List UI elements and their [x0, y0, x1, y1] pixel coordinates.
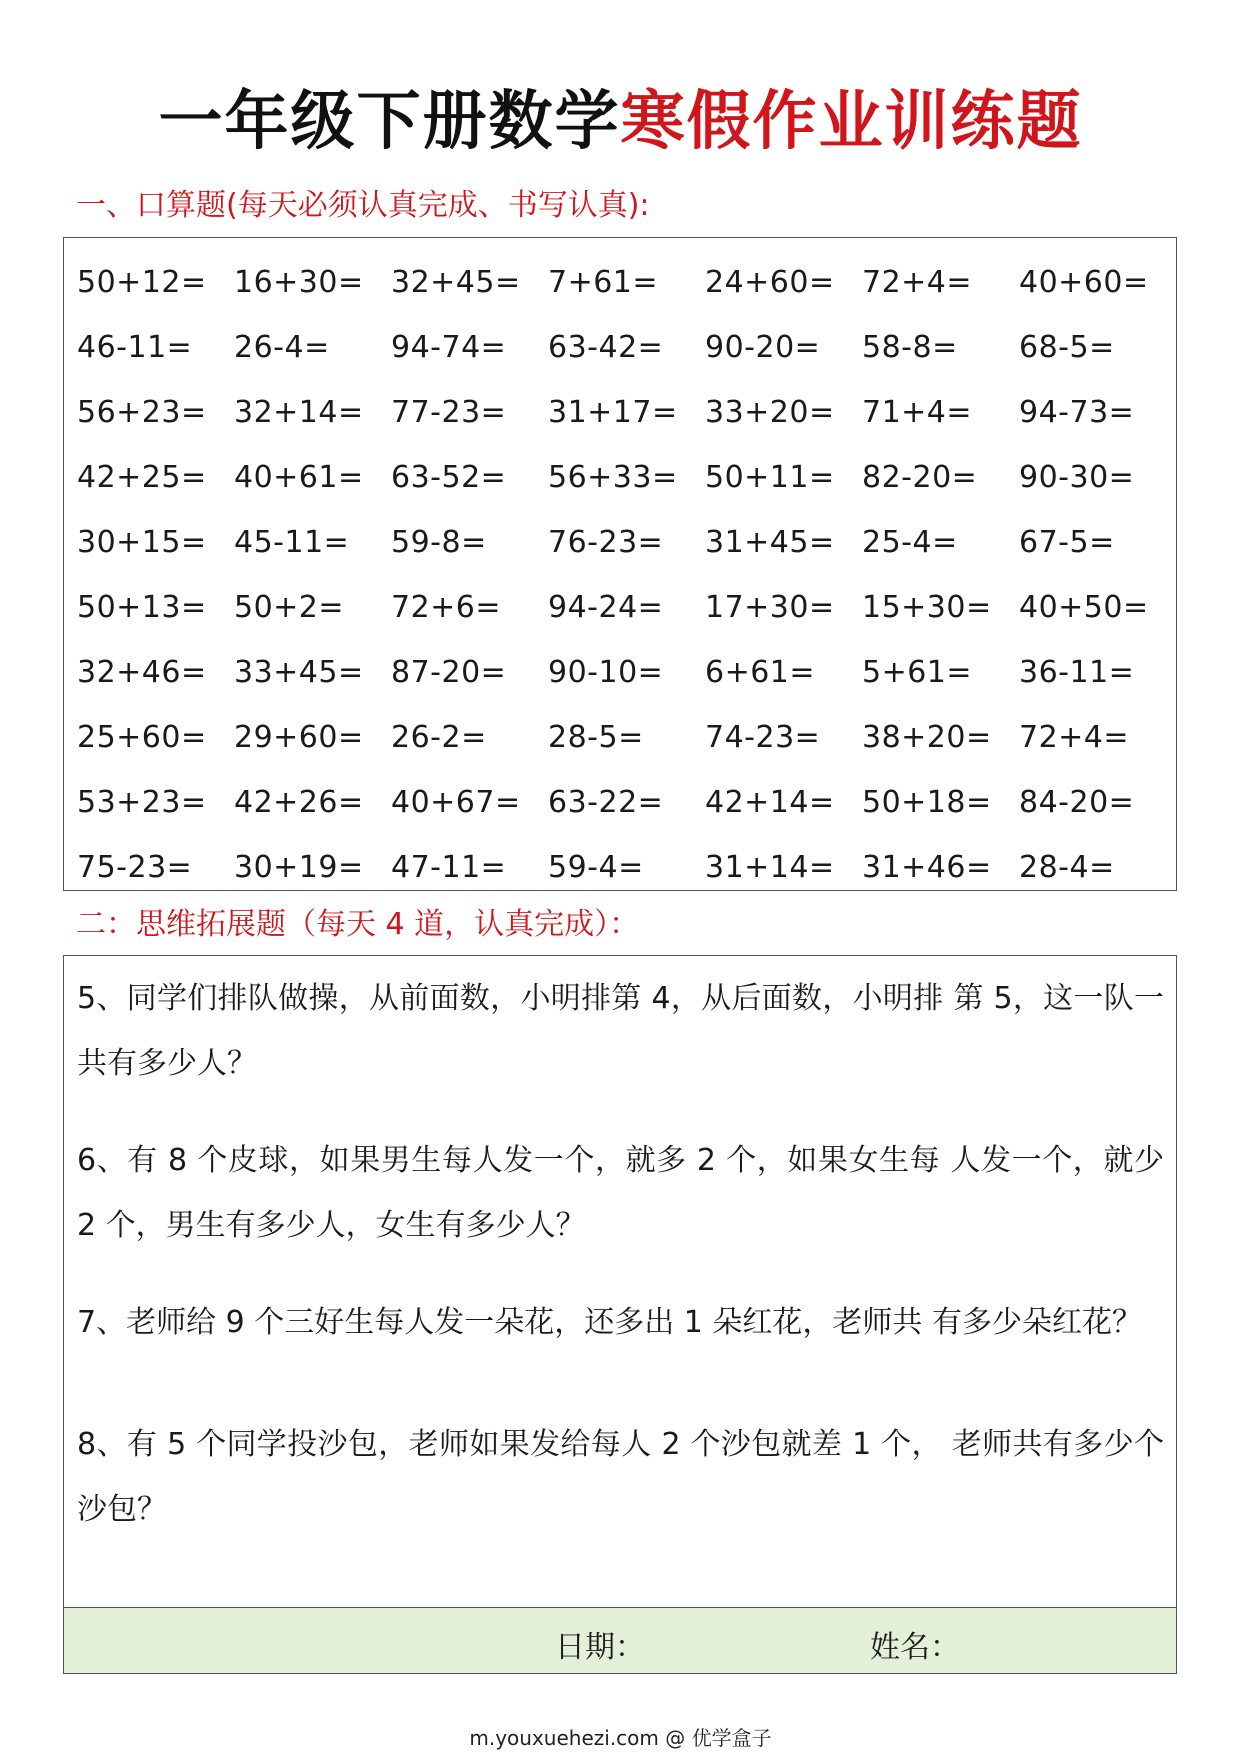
calc-problem: 31+17= [548, 395, 678, 430]
calc-problem: 46-11= [77, 330, 193, 365]
calc-problem: 17+30= [705, 590, 835, 625]
calc-problem: 68-5= [1019, 330, 1115, 365]
title-part-black: 一年级下册数学 [158, 85, 621, 159]
calc-problem: 40+67= [391, 785, 521, 820]
problem-item: 8、有 5 个同学投沙包，老师如果发给每人 2 个沙包就差 1 个， 老师共有多少个沙包？ [77, 1427, 1164, 1527]
calc-problem: 71+4= [862, 395, 973, 430]
section1-heading: 一、口算题(每天必须认真完成、书写认真): [76, 188, 650, 223]
date-label: 日期： [555, 1630, 645, 1665]
calc-problem: 26-2= [391, 720, 487, 755]
calc-problem: 72+6= [391, 590, 502, 625]
problem-item: 6、有 8 个皮球，如果男生每人发一个，就多 2 个，如果女生每 人发一个，就少 2 个，男生有多少人，女生有多少人？ [77, 1143, 1164, 1243]
calc-row [64, 380, 1176, 445]
calc-problem: 30+15= [77, 525, 207, 560]
calc-problem: 24+60= [705, 265, 835, 300]
calc-problem: 84-20= [1019, 785, 1135, 820]
calc-row [64, 835, 1176, 900]
calc-problem: 94-73= [1019, 395, 1135, 430]
calc-problem: 90-30= [1019, 460, 1135, 495]
site-watermark: m.youxuehezi.com @ 优学盒子 [469, 1726, 772, 1750]
calc-problem: 40+61= [234, 460, 364, 495]
calc-problem: 50+13= [77, 590, 207, 625]
calc-problem: 42+14= [705, 785, 835, 820]
calc-problem: 16+30= [234, 265, 364, 300]
calc-problem: 50+18= [862, 785, 992, 820]
calc-problem: 76-23= [548, 525, 664, 560]
calc-problem: 28-4= [1019, 850, 1115, 885]
calc-row [64, 510, 1176, 575]
calc-problem: 25+60= [77, 720, 207, 755]
calc-problem: 33+20= [705, 395, 835, 430]
calc-problem: 31+46= [862, 850, 992, 885]
title-part-red: 寒假作业训练题 [620, 85, 1083, 159]
calc-problem: 74-23= [705, 720, 821, 755]
calc-problem: 87-20= [391, 655, 507, 690]
calc-problem: 50+11= [705, 460, 835, 495]
problem-box [63, 955, 1177, 1674]
name-label: 姓名： [870, 1630, 960, 1665]
problem-item: 7、老师给 9 个三好生每人发一朵花，还多出 1 朵红花，老师共 有多少朵红花？ [77, 1305, 1142, 1340]
section2-heading: 二：思维拓展题（每天 4 道，认真完成）： [76, 907, 640, 942]
calc-problem: 25-4= [862, 525, 958, 560]
calc-problem: 77-23= [391, 395, 507, 430]
calc-problem: 59-4= [548, 850, 644, 885]
calc-row [64, 315, 1176, 380]
calc-problem: 47-11= [391, 850, 507, 885]
calc-row [64, 705, 1176, 770]
calc-problem: 72+4= [1019, 720, 1130, 755]
calc-problem: 42+25= [77, 460, 207, 495]
calc-problem: 32+46= [77, 655, 207, 690]
calc-problem: 94-74= [391, 330, 507, 365]
calc-problem: 26-4= [234, 330, 330, 365]
calc-problem: 63-42= [548, 330, 664, 365]
calc-problem: 63-22= [548, 785, 664, 820]
calc-problem: 5+61= [862, 655, 973, 690]
calc-problem: 33+45= [234, 655, 364, 690]
problem-item: 5、同学们排队做操，从前面数，小明排第 4，从后面数，小明排 第 5，这一队一共有多少人？ [77, 981, 1164, 1081]
calc-problem: 59-8= [391, 525, 487, 560]
calc-problem: 6+61= [705, 655, 816, 690]
calc-problem: 82-20= [862, 460, 978, 495]
calc-problem: 94-24= [548, 590, 664, 625]
calc-problem: 50+2= [234, 590, 345, 625]
calc-problem: 56+23= [77, 395, 207, 430]
calc-problem: 31+45= [705, 525, 835, 560]
calc-problem: 30+19= [234, 850, 364, 885]
footer-bar [64, 1607, 1176, 1673]
calc-problem: 72+4= [862, 265, 973, 300]
calc-problem: 75-23= [77, 850, 193, 885]
calc-problem: 90-20= [705, 330, 821, 365]
calc-row [64, 640, 1176, 705]
calc-problem: 38+20= [862, 720, 992, 755]
calc-row [64, 250, 1176, 315]
calc-problem: 31+14= [705, 850, 835, 885]
calc-row [64, 445, 1176, 510]
page-title [0, 82, 1241, 162]
calc-problem: 42+26= [234, 785, 364, 820]
calc-problem: 58-8= [862, 330, 958, 365]
calc-problem: 32+45= [391, 265, 521, 300]
calc-problem: 32+14= [234, 395, 364, 430]
calc-problem: 29+60= [234, 720, 364, 755]
calc-problem: 40+50= [1019, 590, 1149, 625]
calc-problem: 50+12= [77, 265, 207, 300]
calc-problem: 15+30= [862, 590, 992, 625]
calc-problem: 40+60= [1019, 265, 1149, 300]
calc-problem: 63-52= [391, 460, 507, 495]
calc-problem: 45-11= [234, 525, 350, 560]
calc-problem: 67-5= [1019, 525, 1115, 560]
calc-problem: 53+23= [77, 785, 207, 820]
calc-problem: 56+33= [548, 460, 678, 495]
calc-row [64, 770, 1176, 835]
calc-problem: 36-11= [1019, 655, 1135, 690]
calc-row [64, 575, 1176, 640]
calc-table [63, 237, 1177, 891]
calc-problem: 90-10= [548, 655, 664, 690]
calc-problem: 28-5= [548, 720, 644, 755]
calc-problem: 7+61= [548, 265, 659, 300]
problem-list [64, 956, 1176, 1542]
